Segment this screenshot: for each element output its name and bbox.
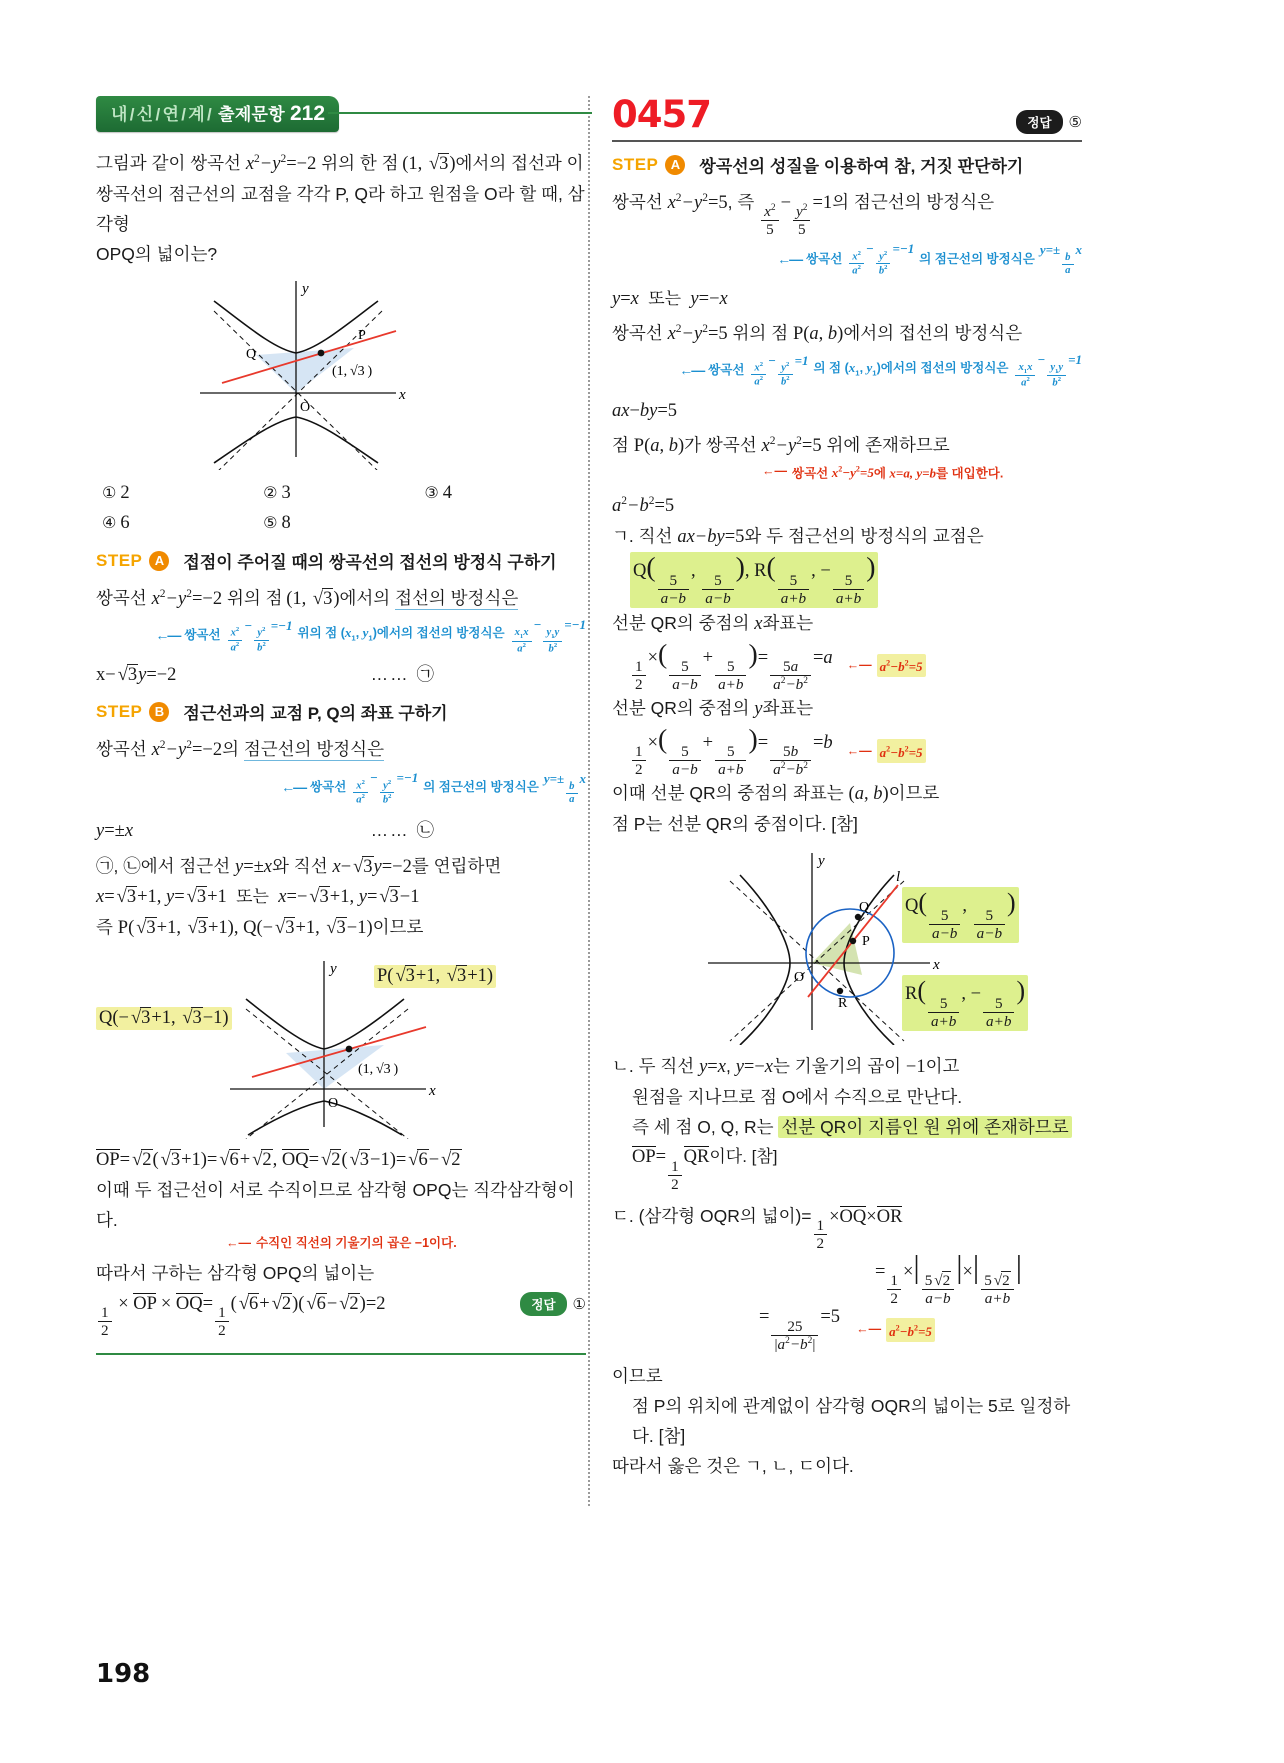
r-step-a-word: STEP <box>612 154 659 174</box>
r-partD-line3: = $\frac{25}{|a^2-b^2|}$ =5 <box>759 1307 841 1353</box>
r-eq-x-row <box>630 639 1082 693</box>
r-partN-highlight: 선분 QR이 지름인 원 위에 존재하므로 <box>778 1116 1071 1138</box>
conclusion-line3: 따라서 구하는 삼각형 OPQ의 넓이는 <box>96 1262 375 1283</box>
r-partN-pre: 즉 세 점 O, Q, R는 <box>632 1117 779 1138</box>
step-b-pre: 쌍곡선 <box>96 739 152 760</box>
problem-number: 0457 <box>612 93 711 136</box>
r-partD-note: ←— $a^2-b^2=5$ <box>856 1318 935 1341</box>
r-line8: 선분 QR의 중점의 x좌표는 <box>612 612 814 634</box>
r-line3: 쌍곡선 $x^2-y^2=5$ 위의 점 P(a, b)에서의 접선의 방정식은 <box>612 322 1023 344</box>
svg-text:O: O <box>328 1095 339 1111</box>
ref-a-pre: 쌍곡선 <box>184 628 221 643</box>
r-note-2: ←— $a^2-b^2=5$ <box>847 739 926 762</box>
step-a-result-row <box>96 659 586 689</box>
r-eq-y: $\frac{1}{2}$ ×( $\frac{5}{a-b}$ + $\frac{5}{a+b}$ )= $\frac{5b}{a^2-b^2}$ =b <box>630 724 833 778</box>
r-ref1-pre: 쌍곡선 <box>806 251 843 266</box>
r-step-a-letter: A <box>665 155 685 175</box>
right-column <box>612 93 1082 1481</box>
r-ref2-pre: 쌍곡선 <box>708 362 745 377</box>
step-b-result-row <box>96 815 586 845</box>
step-b-letter: B <box>149 702 169 722</box>
right-step-a <box>612 152 1082 177</box>
left-answer-value: ① <box>572 1294 586 1313</box>
svg-text:x: x <box>429 1082 436 1099</box>
column-divider <box>588 96 590 1506</box>
badge-char-2: 신 <box>136 105 154 124</box>
r-partD-line2: = $\frac{1}{2}$ ×| $\frac{5 √ 2}{a-b}$ |×| $\frac{5 √ 2}{a+b}$ | <box>612 1252 1082 1307</box>
conclusion-line1: OP= √ 2( √ 3+1)= √ 6+ √ 2, OQ= √ 2( √ 3−1)= √ 6− √ 2 <box>96 1145 586 1175</box>
r-line10: 이때 선분 QR의 중점의 좌표는 (a, b)이므로 <box>612 783 940 805</box>
naeshin-badge: 내 / 신 / 연 / 계 / 출제문항 212 <box>96 96 339 132</box>
left-step-a <box>96 548 586 573</box>
figure2-label-Q: Q(− √ 3+1, √ 3−1) <box>96 1007 232 1030</box>
figure-hyperbola-3 <box>612 845 1082 1045</box>
choice-5[interactable] <box>263 508 424 538</box>
left-bottom-rule <box>96 1353 586 1355</box>
right-answer-value: ⑤ <box>1068 113 1082 131</box>
choice-1-value: 2 <box>120 483 130 504</box>
svg-text:x: x <box>933 957 940 974</box>
choice-1[interactable] <box>102 478 263 508</box>
r-line9: 선분 QR의 중점의 y좌표는 <box>612 697 814 719</box>
step-a-underline: 접선의 방정식은 <box>395 588 519 609</box>
choice-2[interactable] <box>263 478 424 508</box>
figure3-box-R: R( $\frac{5}{a+b}$ , − $\frac{5}{a+b}$ ) <box>902 975 1028 1030</box>
right-header-rule <box>612 140 1082 142</box>
r-hl-QR: Q( $\frac{5}{a-b}$ , $\frac{5}{a-b}$ ), R( $\frac{5}{a+b}$ , − $\frac{5}{a+b}$ ) <box>630 552 878 607</box>
r-line1: 쌍곡선 $x^2-y^2=5$, 즉 $\frac{x^2}{5}$ − $\frac{y^2}{5}$ =1의 점근선의 방정식은 <box>612 192 995 239</box>
svg-text:O: O <box>300 400 311 416</box>
conclusion-line2: 이때 두 접근선이 서로 수직이므로 삼각형 OPQ는 직각삼각형이다. <box>96 1179 575 1230</box>
right-answer-pill <box>1016 110 1082 134</box>
r-partD-line3-row <box>612 1307 1082 1352</box>
r-partD-line4: 이므로 <box>612 1365 663 1386</box>
derivation-line3: 즉 P( √ 3+1, √ 3+1), Q(− √ 3+1, √ 3−1)이므로 <box>96 912 586 943</box>
svg-text:(1, √3 ): (1, √3 ) <box>358 1061 399 1077</box>
step-b-underline: 점근선의 방정식은 <box>243 739 384 760</box>
choice-2-value: 3 <box>281 483 291 504</box>
svg-text:(1, √3 ): (1, √3 ) <box>332 364 373 380</box>
answer-choices <box>102 478 586 538</box>
svg-text:P: P <box>862 934 870 950</box>
red-ref-text: 수직인 직선의 기울기의 곱은 −1이다. <box>256 1235 457 1250</box>
r-line2: y=x 또는 y=−x <box>612 288 728 309</box>
left-step-b <box>96 699 586 724</box>
step-a-result: x− √ 3y=−2 <box>96 665 176 686</box>
choice-5-num: ⑤ <box>263 513 278 533</box>
step-a-line1: 쌍곡선 $x^2-y^2=-2$ 위의 점 (1, √ 3)에서의 접선의 방정식은 <box>96 579 586 614</box>
r-partD-line6: 따라서 옳은 것은 ㄱ, ㄴ, ㄷ이다. <box>612 1455 854 1476</box>
choice-4-num: ④ <box>102 513 117 533</box>
step-a-pre: 쌍곡선 <box>96 588 152 609</box>
r-red-ref: ←— 쌍곡선 $x^2-y^2=5$에 x=a, y=b를 대입한다. <box>762 464 1004 481</box>
choice-3-value: 4 <box>442 483 452 504</box>
problem-statement-line1: 그림과 같이 쌍곡선 $x^2-y^2=-2$ 위의 한 점 (1, √ 3)에서의 접선과 이 <box>96 144 586 179</box>
step-b-line1: 쌍곡선 $x^2-y^2=-2$의 점근선의 방정식은 <box>96 739 384 761</box>
r-partN-line1: ㄴ. 두 직선 y=x, y=−x는 기울기의 곱이 −1이고 <box>612 1056 960 1078</box>
problem-text-a: 그림과 같이 쌍곡선 <box>96 153 246 174</box>
right-header <box>612 93 1082 136</box>
left-column <box>96 96 586 1355</box>
step-b-blue-ref: ←— 쌍곡선 $\frac{x^2}{a^2}$ − $\frac{y^2}{b^2}$ =−1 의 점근선의 방정식은 y=± $\frac{b}{a}$ x <box>281 770 586 806</box>
svg-text:R: R <box>838 996 848 1012</box>
svg-text:y: y <box>818 853 825 870</box>
choice-4[interactable] <box>102 508 263 538</box>
svg-text:Q: Q <box>246 347 257 363</box>
choice-2-num: ② <box>263 483 278 503</box>
badge-char-4: 계 <box>188 105 206 124</box>
r-eq-y-row <box>630 724 1082 778</box>
step-b-title: 점근선과의 교점 P, Q의 좌표 구하기 <box>183 704 448 724</box>
badge-suffix: 출제문항 <box>218 105 285 124</box>
left-answer-pill <box>520 1292 586 1316</box>
conclusion-final-row <box>96 1292 586 1339</box>
step-a-letter: A <box>149 551 169 571</box>
r-line7: ㄱ. 직선 ax−by=5와 두 점근선의 방정식의 교점은 <box>612 526 984 548</box>
svg-text:x: x <box>399 387 406 404</box>
choice-3-num: ③ <box>424 483 439 503</box>
r-partN-line3 <box>612 1112 1082 1142</box>
r-partN-line2: 원점을 지나므로 점 O에서 수직으로 만난다. <box>632 1087 963 1108</box>
step-a-blue-ref: ←— 쌍곡선 $\frac{x^2}{a^2}$ − $\frac{y^2}{b^2}$ =−1 위의 점 ($x_1$, $y_1$)에서의 접선의 방정식은 $\frac{x_1x}{a^2}$ − $\frac{y_1y}{b^2}$ =−1 <box>155 617 586 655</box>
step-a-word: STEP <box>96 550 143 570</box>
r-step-a-title: 쌍곡선의 성질을 이용하여 참, 거짓 판단하기 <box>699 157 1024 176</box>
step-b-tag: …… ㉡ <box>370 819 436 840</box>
figure-hyperbola-2 <box>96 949 586 1139</box>
conclusion-red-ref: ←— 수직인 직선의 기울기의 곱은 −1이다. <box>226 1235 457 1250</box>
problem-statement-line3: OPQ의 넓이는? <box>96 244 218 265</box>
step-b-word: STEP <box>96 701 143 721</box>
svg-text:y: y <box>302 281 309 298</box>
page-number: 198 <box>96 1659 151 1689</box>
svg-text:Q: Q <box>859 900 870 916</box>
r-note-1: ←— $a^2-b^2=5$ <box>847 654 926 677</box>
r-line5: 점 P(a, b)가 쌍곡선 $x^2-y^2=5$ 위에 존재하므로 <box>612 434 950 456</box>
svg-text:P: P <box>358 328 366 344</box>
r-partD-line5: 점 P의 위치에 관계없이 삼각형 OQR의 넓이는 5로 일정하다. [참] <box>632 1395 1071 1446</box>
badge-number: 212 <box>289 102 326 125</box>
svg-text:O: O <box>794 970 805 986</box>
r-ref-1: ←— 쌍곡선 $\frac{x^2}{a^2}$ − $\frac{y^2}{b^2}$ =−1 의 점근선의 방정식은 y=± $\frac{b}{a}$ x <box>777 241 1082 277</box>
figure2-label-P: P( √ 3+1, √ 3+1) <box>374 965 496 988</box>
r-partN-line4: OP= $\frac{1}{2}$ QR이다. [참] <box>632 1147 778 1193</box>
left-answer-label: 정답 <box>520 1292 566 1316</box>
choice-3[interactable] <box>424 478 585 508</box>
r-line6: $a^2-b^2=5$ <box>612 495 675 517</box>
choice-4-value: 6 <box>120 513 130 534</box>
r-eq-x: $\frac{1}{2}$ ×( $\frac{5}{a-b}$ + $\frac{5}{a+b}$ )= $\frac{5a}{a^2-b^2}$ =a <box>630 639 833 693</box>
ref-b-pre: 쌍곡선 <box>310 780 347 795</box>
svg-text:y: y <box>330 960 337 977</box>
derivation-line1: ㉠, ㉡에서 점근선 y=±x와 직선 x− √ 3y=−2를 연립하면 <box>96 851 586 882</box>
step-a-title: 접점이 주어질 때의 쌍곡선의 접선의 방정식 구하기 <box>183 553 557 573</box>
naeshin-header <box>96 96 586 130</box>
choice-1-num: ① <box>102 483 117 503</box>
derivation-line2: x= √ 3+1, y= √ 3+1 또는 x=− √ 3+1, y= √ 3−1 <box>96 882 586 912</box>
conclusion-line4: $\frac{1}{2}$ × OP × OQ= $\frac{1}{2}$ ( √ 6+ √ 2)( √ 6− √ 2)=2 <box>96 1294 386 1339</box>
badge-char-1: 내 <box>111 105 128 124</box>
header-rule <box>328 112 592 114</box>
r-ref-2: ←— 쌍곡선 $\frac{x^2}{a^2}$ − $\frac{y^2}{b^2}$ =1 의 점 ($x_1$, $y_1$)에서의 접선의 방정식은 $\frac{x_1x}{a^2}$ − $\frac{y_1y}{b^2}$ =1 <box>679 351 1082 389</box>
r-line4: ax−by=5 <box>612 400 678 421</box>
badge-char-3: 연 <box>162 105 180 124</box>
right-answer-label: 정답 <box>1016 110 1062 134</box>
r-partD-line1: ㄷ. (삼각형 OQR의 넓이)= $\frac{1}{2}$ ×OQ×OR <box>612 1205 903 1252</box>
figure3-box-Q: Q( $\frac{5}{a-b}$ , $\frac{5}{a-b}$ ) <box>902 887 1019 942</box>
svg-text:l: l <box>896 869 901 886</box>
figure-hyperbola-1 <box>96 275 586 470</box>
step-a-tag: …… ㉠ <box>370 664 436 685</box>
choice-5-value: 8 <box>281 513 291 534</box>
r-line11: 점 P는 선분 QR의 중점이다. [참] <box>612 814 858 835</box>
step-b-result: y=±x <box>96 820 134 841</box>
problem-statement-line2: 쌍곡선의 점근선의 교점을 각각 P, Q라 하고 원점을 O라 할 때, 삼각형 <box>96 184 585 235</box>
